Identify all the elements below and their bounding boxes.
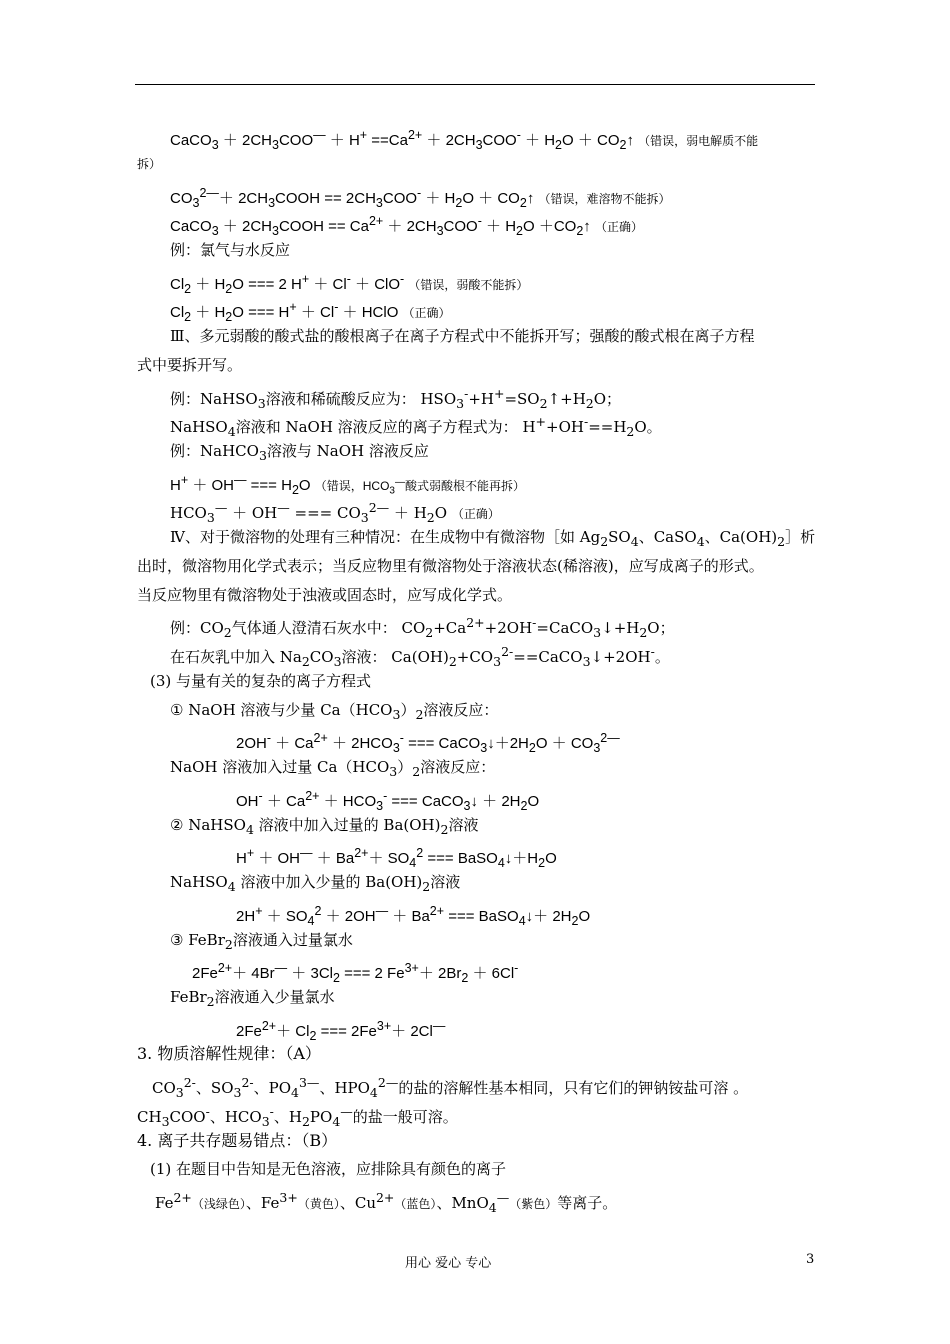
text-line: $Cl_2 + H_2O$ === H+ ＋ Cl- ＋ HClO （正确） (170, 300, 451, 324)
text-line: 例：$CO_2$气体通人澄清石灰水中： $CO_2+Ca^{2+}+2OH^-=CaCO_3↓+H_2O$； (170, 615, 675, 640)
text-line: $Cl_2 + H_2O$ === 2 H+ ＋ Cl- ＋ ClO- （错误，弱酸不能拆） (170, 272, 529, 296)
text-line: FeBr$_2$溶液通入少量氯水 (170, 988, 335, 1009)
text-line: ① NaOH 溶液与少量 $Ca(HCO_3)_2$溶液反应： (170, 701, 499, 722)
text-line: NaOH 溶液加入过量 $Ca(HCO_3)_2$溶液反应： (170, 758, 496, 779)
page-number: 3 (806, 1252, 815, 1267)
text-line: $CO_3^{2-}$、$SO_3^{2-}$、$PO_4^{3—}$、$HPO_4^{2—}$的盐的溶解性基本相同，只有它们的钾钠铵盐可溶 。 (152, 1075, 749, 1100)
text-line: 3. 物质溶解性规律：（A） (137, 1044, 321, 1063)
text-line: $2OH^- + Ca^{2+} + 2HCO_3^-$ === $CaCO_3↓+2H_2O + CO_3^{2—}$ (236, 731, 620, 755)
text-line: NaHSO$_4$ 溶液中加入少量的 $Ba(OH)_2$溶液 (170, 873, 461, 894)
text-line: Ⅳ、对于微溶物的处理有三种情况：在生成物中有微溶物［如 $Ag_2SO_4$、CaSO$_4$、$Ca(OH)_2]$析 (170, 528, 816, 549)
text-line: CaCO$_3$ ＋ $2CH_3COO^— + H^+ ==Ca^{2+} + 2CH_3COO^- + H_2O$ ＋ $CO_2↑$ （错误，弱电解质不能 (170, 128, 759, 152)
text-line: $CH_3COO^-$、$HCO_3^-$、$H_2PO_4^—$的盐一般可溶。 (137, 1104, 458, 1129)
text-line: $CO_3^{2—}+$ $2CH_3COOH == 2CH_3COO^- + H_2O$ ＋ $CO_2↑$ （错误，难溶物不能拆） (170, 186, 671, 210)
text-line: (1) 在题目中告知是无色溶液，应排除具有颜色的离子 (150, 1160, 507, 1178)
text-line: $2Fe^{2+}+ 4Br^— + 3Cl_2$ === 2 $Fe^{3+}+ 2Br_2 + 6Cl^-$ (192, 961, 519, 985)
text-line: ② NaHSO$_4$ 溶液中加入过量的 $Ba(OH)_2$溶液 (170, 816, 479, 837)
text-line: 例：氯气与水反应 (170, 241, 291, 259)
text-line: $OH^- + Ca^{2+} + HCO_3^-$ === CaCO$_3$↓ ＋ $2H_2O$ (236, 789, 540, 813)
text-line: 拆） (137, 157, 162, 171)
text-line: Ⅲ、多元弱酸的酸式盐的酸根离子在离子方程式中不能拆开写；强酸的酸式根在离子方程 (170, 327, 755, 345)
text-line: $2H^+ + SO_4^2 + 2OH^— + Ba^{2+}$ === BaSO$_4$↓＋ $2H_2O$ (236, 904, 591, 928)
text-line: 出时，微溶物用化学式表示；当反应物里有微溶物处于溶液状态(稀溶液)，应写成离子的形式。 (137, 557, 764, 575)
text-line: $HCO_3^— + OH^—$ === $CO_3^{2—} + H_2O$ （正确） (170, 500, 500, 525)
text-line: 例：NaHSO$_3$溶液和稀硫酸反应为： $HSO_3^-+H^+=SO_2↑+H_2O$； (170, 386, 622, 411)
text-line: ③ FeBr$_2$溶液通入过量氯水 (170, 931, 353, 952)
text-line: 4. 离子共存题易错点：（B） (137, 1131, 338, 1150)
text-line: (3) 与量有关的复杂的离子方程式 (150, 672, 372, 690)
text-line: 当反应物里有微溶物处于浊液或固态时，应写成化学式。 (137, 586, 513, 604)
footer-slogan: 用心 爱心 专心 (405, 1256, 492, 1271)
text-line: $Fe^{2+}$（浅绿色）、$Fe^{3+}$（黄色）、$Cu^{2+}$（蓝色）、MnO$_4$—（紫色）等离子。 (155, 1190, 618, 1215)
text-line: H+ ＋ OH— === $H_2O$ （错误，$HCO_3^—$酸式弱酸根不能再拆） (170, 473, 525, 497)
text-line: CaCO$_3$ ＋ $2CH_3COOH == Ca^{2+} + 2CH_3COO^- + H_2O$ $+CO_2↑$ （正确） (170, 214, 643, 238)
header-rule (135, 84, 815, 85)
text-line: NaHSO$_4$溶液和 NaOH 溶液反应的离子方程式为： $H^++OH^-==H_2O$。 (170, 414, 662, 439)
text-line: 在石灰乳中加入 $Na_2CO_3$溶液： $Ca(OH)_2+CO_3^{2-}==CaCO_3↓+2OH^-$。 (170, 644, 670, 669)
text-line: 式中要拆开写。 (137, 356, 243, 374)
text-line: 例：NaHCO$_3$溶液与 NaOH 溶液反应 (170, 442, 429, 463)
text-line: $2Fe^{2+}+ Cl_2$ === $2Fe^{3+}+ 2Cl^—$ (236, 1019, 446, 1043)
text-line: $H^+ + OH^— + Ba^{2+}+ SO_4^2$ === $BaSO_4↓+H_2O$ (236, 846, 557, 870)
